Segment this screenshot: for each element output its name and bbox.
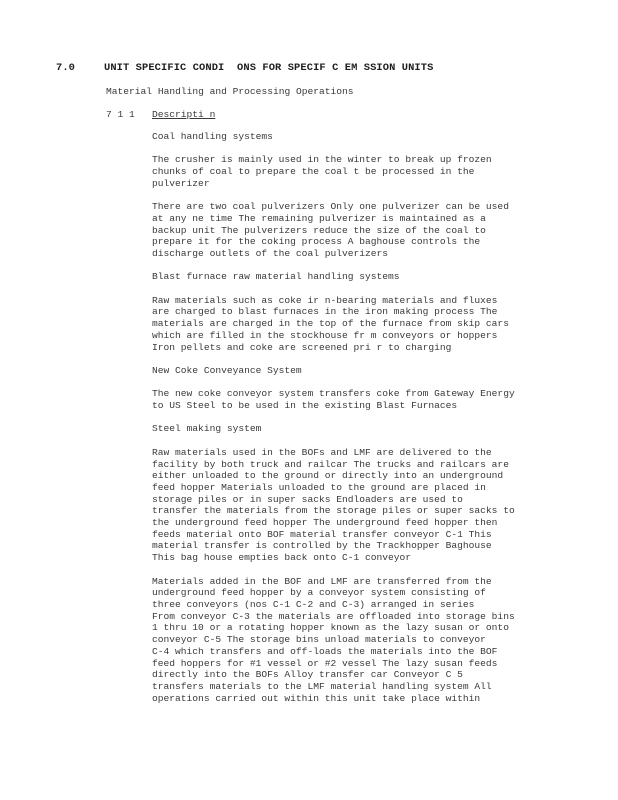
- subsection-heading: [106, 109, 215, 120]
- body-content: [152, 131, 592, 716]
- block-title-coal-handling: Coal handling systems: [152, 131, 273, 142]
- paragraph-coke-conveyance: The new coke conveyor system transfers coke from Gateway Energy to US Steel to be used in the existing Blast Furnaces: [152, 388, 515, 412]
- paragraph-conveyors: Materials added in the BOF and LMF are transferred from the underground feed hopper by a conveyor system consisting of three conveyors (nos C-1 C-2 and C-3) arranged in series From conveyor C-3 the materials are offloaded into storage bins 1 thru 10 or a rotating hopper known as the lazy susan or onto conveyor C-5 The storage bins unload materials to conveyor C-4 which transfers and off-loads the materials into the BOF feed hoppers for #1 vessel or #2 vessel The lazy susan feeds directly into the BOFs Alloy transfer car Conveyor C 5 transfers materials to the LMF material handling system All operations carried out within this unit take place within: [152, 575, 515, 704]
- subsection-title: Descripti n: [152, 109, 216, 120]
- paragraph-pulverizers: There are two coal pulverizers Only one pulverizer can be used at any ne time The remaining pulverizer is maintained as a backup unit The pulverizers reduce the size of the coal to prepare it for the coking process A baghouse controls the discharge outlets of the coal pulverizers: [152, 201, 509, 259]
- section-heading: [56, 62, 433, 74]
- block-title-coke-conveyance: New Coke Conveyance System: [152, 364, 302, 376]
- paragraph-crusher: The crusher is mainly used in the winter to break up frozen chunks of coal to prepare the coal t be processed in the pulverizer: [152, 154, 492, 189]
- subsection-number: 7 1 1: [106, 109, 135, 120]
- paragraph-blast-furnace: Raw materials such as coke ir n-bearing materials and fluxes are charged to blast furnaces in the iron making process The materials are charged in the top of the furnace from skip cars which are filled in the stockhouse fr m conveyors or hoppers Iron pellets and coke are screened pri r to charging: [152, 294, 509, 353]
- block-title-steel-making: Steel making system: [152, 423, 262, 435]
- block-title-blast-furnace: Blast furnace raw material handling systems: [152, 271, 400, 283]
- paragraph-raw-materials: Raw materials used in the BOFs and LMF are delivered to the facility by both truck and railcar The trucks and railcars are either unloaded to the ground or directly into an underground feed hopper Materials unloaded to the ground are placed in storage piles or in super sacks Endloaders are used to transfer the materials from the storage piles or super sacks to the underground feed hopper The underground feed hopper then feeds material onto BOF material transfer conveyor C-1 This material transfer is controlled by the Trackhopper Baghouse This bag house empties back onto C-1 conveyor: [152, 446, 515, 564]
- subheading: Material Handling and Processing Operations: [106, 86, 354, 97]
- heading-number: 7.0: [56, 62, 76, 74]
- heading-title: UNIT SPECIFIC CONDI ONS FOR SPECIF C EM SSION UNITS: [104, 62, 434, 74]
